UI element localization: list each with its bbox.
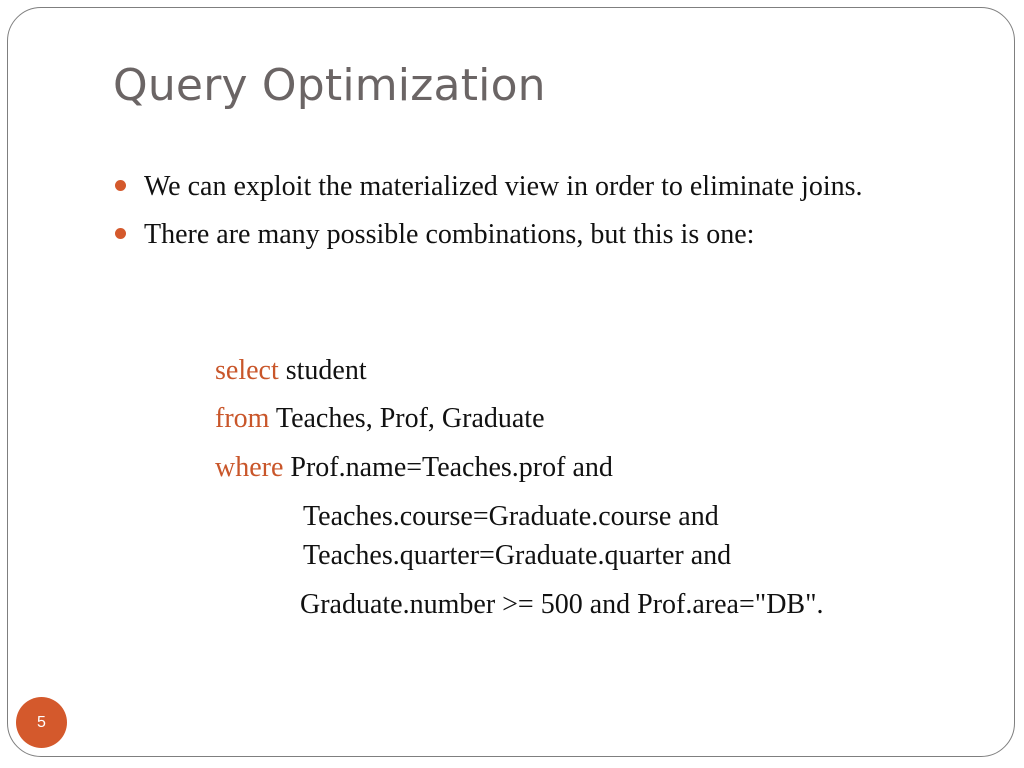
bullet-text: There are many possible combinations, but this is one:: [144, 219, 755, 250]
select-clause: student: [278, 355, 367, 386]
condition-text: Graduate.number >= 500 and Prof.area="DB".: [300, 589, 824, 620]
slide-frame: [7, 7, 1015, 757]
where-clause: Prof.name=Teaches.prof and: [283, 452, 613, 483]
from-keyword: from: [215, 403, 270, 434]
query-where-line: [215, 450, 613, 486]
condition-text: Teaches.quarter=Graduate.quarter and: [303, 540, 732, 571]
condition-text: Teaches.course=Graduate.course and: [303, 501, 719, 532]
bullet-item: [115, 168, 945, 206]
query-condition-line: [303, 538, 731, 574]
page-number-badge: 5: [16, 697, 67, 748]
from-clause: Teaches, Prof, Graduate: [269, 403, 545, 434]
query-condition-line: [303, 499, 719, 535]
bullet-dot-icon: [115, 180, 126, 191]
select-keyword: select: [215, 355, 279, 386]
where-keyword: where: [215, 452, 284, 483]
bullet-item: [115, 216, 945, 254]
bullet-dot-icon: [115, 228, 126, 239]
slide-title: Query Optimization: [113, 60, 546, 111]
bullet-text: We can exploit the materialized view in order to eliminate joins.: [144, 171, 863, 202]
bullet-list: [115, 168, 945, 264]
query-condition-line: [300, 587, 824, 623]
query-from-line: [215, 401, 545, 437]
query-select-line: [215, 353, 367, 389]
